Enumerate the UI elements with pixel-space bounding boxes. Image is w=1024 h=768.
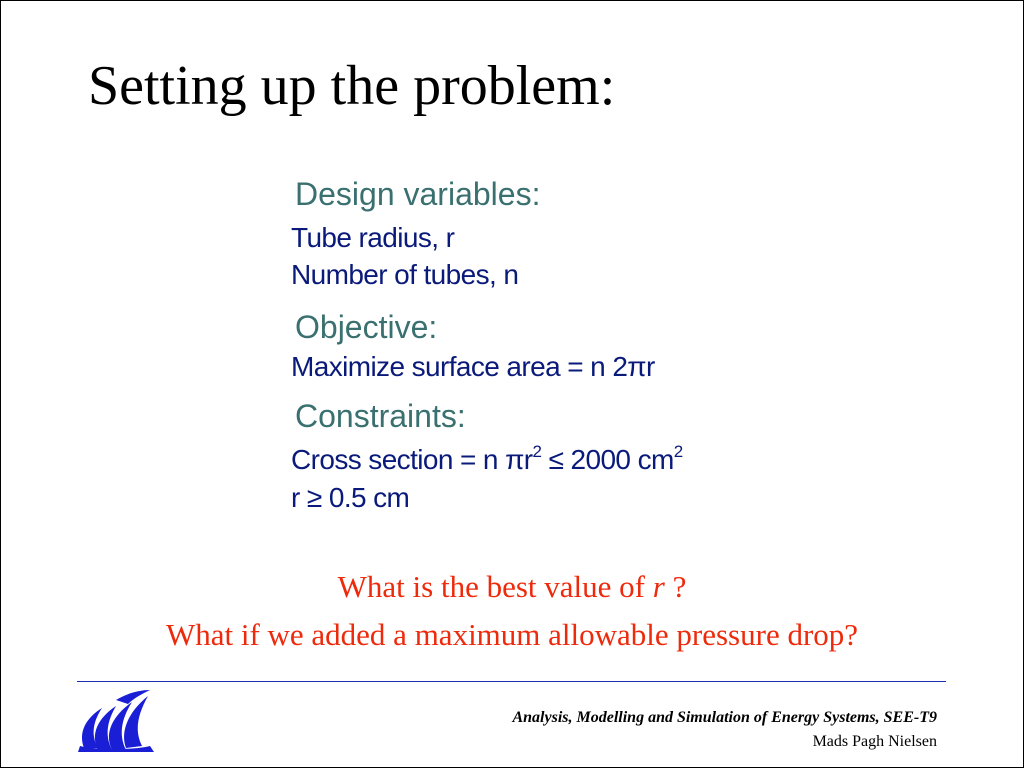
constraint-cross-section-prefix: Cross section = n πr bbox=[291, 444, 533, 475]
university-logo-icon bbox=[76, 688, 156, 754]
design-variable-radius: Tube radius, r bbox=[291, 222, 455, 253]
constraint-unit-exponent: 2 bbox=[673, 442, 683, 461]
question-best-r-suffix: ? bbox=[664, 569, 687, 604]
design-variables-heading: Design variables: bbox=[295, 176, 541, 212]
question-best-r-variable: r bbox=[652, 569, 665, 604]
question-best-r-prefix: What is the best value of bbox=[337, 569, 653, 604]
footer-divider bbox=[77, 681, 946, 682]
constraint-cross-section bbox=[291, 443, 683, 477]
constraint-cross-section-middle: ≤ 2000 cm bbox=[541, 444, 674, 475]
footer-course-title: Analysis, Modelling and Simulation of Energy Systems, SEE-T9 bbox=[512, 709, 937, 726]
objective-text: Maximize surface area = n 2πr bbox=[291, 351, 655, 382]
constraints-heading: Constraints: bbox=[295, 398, 466, 434]
question-best-r bbox=[0, 568, 1024, 606]
objective-heading: Objective: bbox=[295, 309, 438, 345]
design-variable-count: Number of tubes, n bbox=[291, 259, 519, 290]
constraint-radius-exponent: 2 bbox=[532, 442, 542, 461]
constraint-radius-limit: r ≥ 0.5 cm bbox=[291, 482, 410, 513]
slide-title: Setting up the problem: bbox=[88, 55, 616, 117]
footer-author: Mads Pagh Nielsen bbox=[812, 733, 937, 750]
question-pressure-drop: What if we added a maximum allowable pressure drop? bbox=[165, 617, 859, 652]
